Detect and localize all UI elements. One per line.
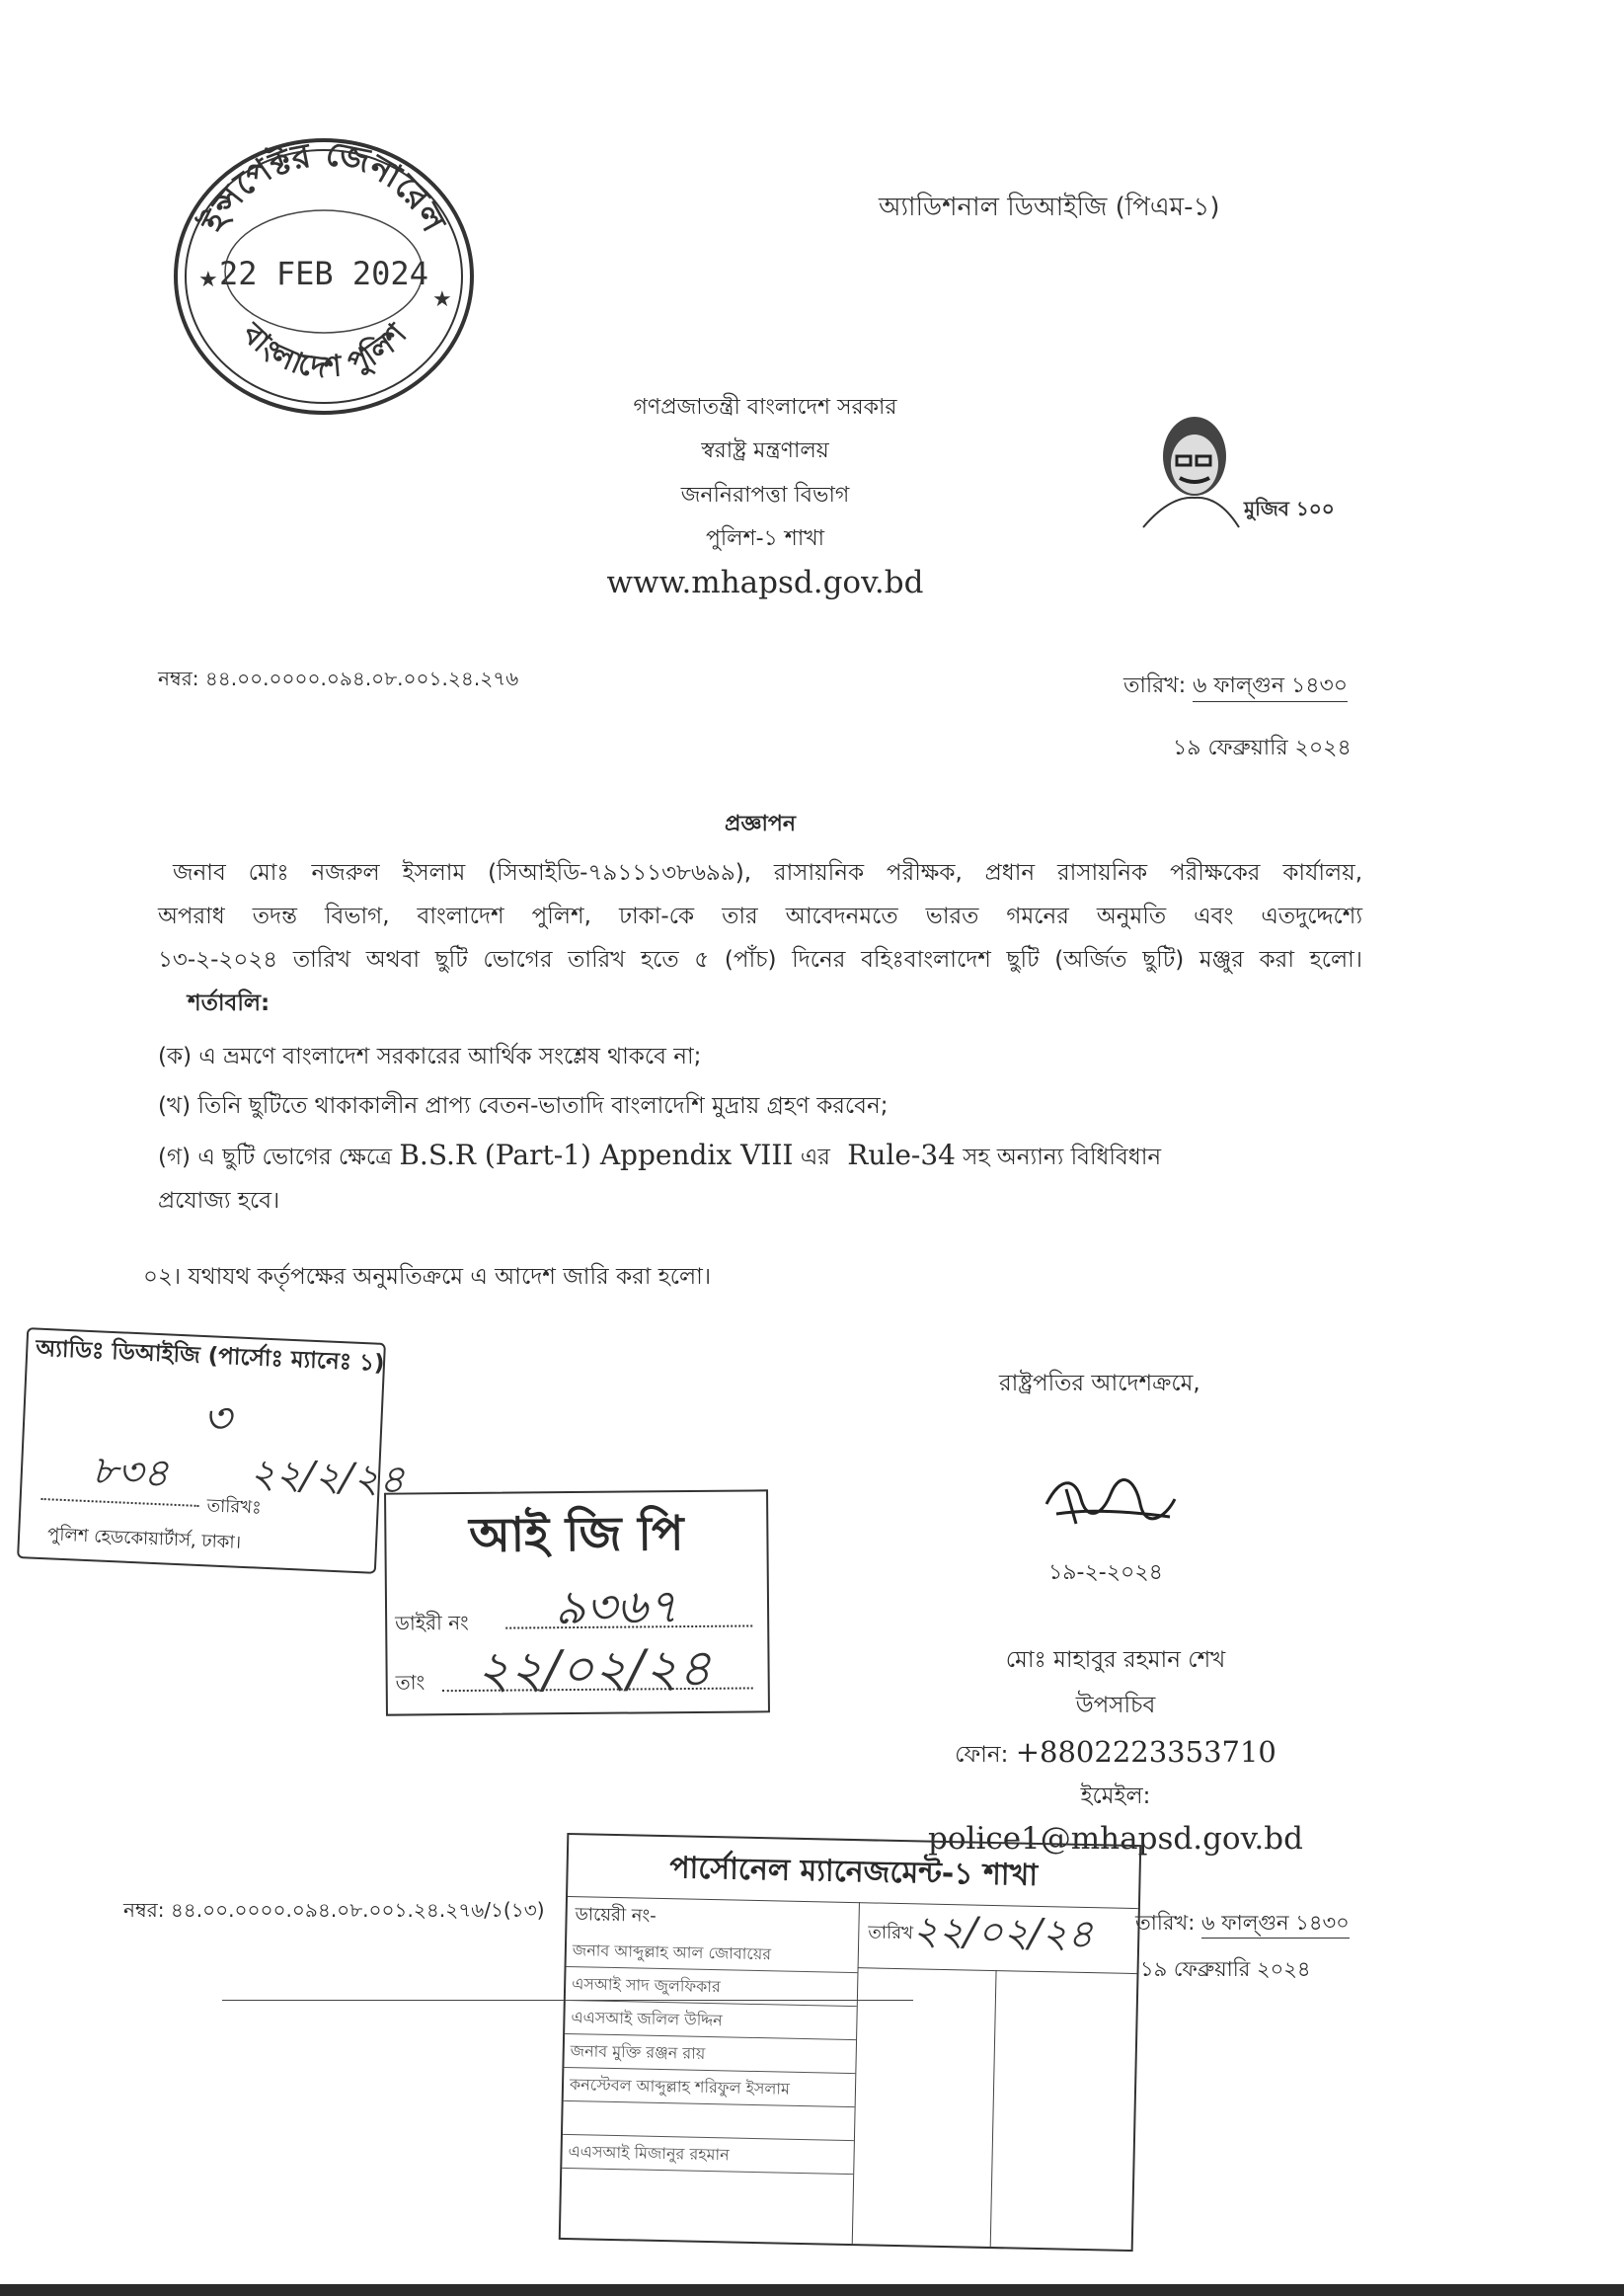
memo-date-english: ১৯ ফেব্রুয়ারি ২০২৪ (1173, 736, 1352, 760)
signatory-designation: উপসচিব (1075, 1692, 1156, 1718)
memo-date-bangla: ৬ ফাল্গুন ১৪৩০ (1193, 673, 1348, 702)
adl-dig-receipt-stamp (17, 1327, 406, 1574)
condition-item: (খ) তিনি ছুটিতে থাকাকালীন প্রাপ্য বেতন-ভাতাদি বাংলাদেশি মুদ্রায় গ্রহণ করবেন; (158, 1093, 889, 1119)
copy-date-english: ১৯ ফেব্রুয়ারি ২০২৪ (1140, 1957, 1311, 1981)
igp-date-label: তাং (395, 1670, 425, 1695)
signature-date: ১৯-২-২০২৪ (1048, 1560, 1163, 1585)
email-address[interactable]: police1@mhapsd.gov.bd (928, 1820, 1303, 1857)
notification-title: প্রজ্ঞাপন (725, 812, 796, 836)
section-name-list (562, 1934, 858, 2175)
section-hand-date: ২২/০২/২৪ (911, 1908, 1094, 1958)
hand-number: ৮৩৪ (91, 1448, 170, 1497)
letter-header (494, 395, 1037, 601)
phone-label: ফোন: (955, 1742, 1009, 1769)
svg-text:বাংলাদেশ পুলিশ (235, 316, 415, 385)
body-line: ১৩-২-২০২৪ তারিখ অথবা ছুটি ভোগের তারিখ হতে ৫ (পাঁচ) দিনের বহিঃবাংলাদেশ ছুটি (অর্জিত ছুটি) মঞ্জুর করা হলো। (158, 947, 1362, 973)
stamp-top-text: ইন্সপেক্টর জেনারেল (193, 133, 454, 239)
header-government: গণপ্রজাতন্ত্রী বাংলাদেশ সরকার (633, 395, 897, 420)
section-diary-label: ডায়েরী নং- (575, 1904, 657, 1927)
igp-stamp-title: আই জি পি (468, 1506, 684, 1563)
condition-rule-ref: B.S.R (Part-1) Appendix VIII (399, 1139, 794, 1171)
section-stamp-title: পার্সোনেল ম্যানেজমেন্ট-১ শাখা (668, 1851, 1039, 1893)
condition-item (158, 1134, 1362, 1179)
diary-number: ৯৩৬৭ (554, 1579, 679, 1636)
copy-date (1135, 1911, 1350, 1936)
stamp-bottom-text: বাংলাদেশ পুলিশ (235, 316, 415, 386)
personnel-management-stamp (559, 1833, 1142, 2252)
section-name-item: জনাব আব্দুল্লাহ আল জোবায়ের (567, 1934, 859, 1973)
igp-hand-date: ২২/০২/২৪ (476, 1638, 712, 1701)
scan-edge (0, 2284, 1624, 2296)
header-ministry: স্বরাষ্ট্র মন্ত্রণালয় (701, 438, 829, 464)
stamp-date: 22 FEB 2024 (219, 255, 428, 292)
hand-date: ২২/২/২৪ (249, 1451, 406, 1503)
signature-scribble (1037, 1469, 1180, 1539)
notification-body (158, 851, 1362, 1223)
header-division: জননিরাপত্তা বিভাগ (680, 482, 850, 508)
stamp-title: অ্যাডিঃ ডিআইজি (পার্সোঃ ম্যানেঃ ১) (35, 1335, 386, 1377)
signatory-phone (908, 1735, 1323, 1770)
section-name-item: জনাব মুক্তি রঞ্জন রায় (564, 2034, 856, 2074)
condition-text: (গ) এ ছুটি ভোগের ক্ষেত্রে (158, 1145, 393, 1170)
body-line: জনাব মোঃ নজরুল ইসলাম (সিআইডি-৭৯১১১৩৮৬৯৯), রাসায়নিক পরীক্ষক, প্রধান রাসায়নিক পরীক্ষকের কার্যালয়, (173, 860, 1362, 886)
header-website[interactable]: www.mhapsd.gov.bd (606, 564, 924, 600)
section-name-item: এএসআই জলিল উদ্দিন (565, 2001, 857, 2040)
memo-number: নম্বর: ৪৪.০০.০০০০.০৯৪.০৮.০০১.২৪.২৭৬ (158, 667, 519, 690)
star-icon: ★ (198, 268, 218, 292)
paragraph-two: ০২। যথাযথ কর্তৃপক্ষের অনুমতিক্রমে এ আদেশ জারি করা হলো। (143, 1264, 712, 1290)
conditions-title: শর্তাবলি: (188, 990, 271, 1016)
memo-date-label: তারিখ: (1123, 673, 1187, 698)
inspector-general-round-stamp (166, 128, 482, 425)
diary-label: ডাইরী নং (395, 1610, 469, 1635)
order-line: রাষ্ট্রপতির আদেশক্রমে, (999, 1371, 1200, 1396)
logo-text: মুজিব ১০০ (1244, 497, 1335, 520)
stamp-date-label: তারিখঃ (206, 1495, 263, 1519)
copy-date-bangla: ৬ ফাল্গুন ১৪৩০ (1201, 1911, 1350, 1939)
igp-diary-stamp (384, 1489, 770, 1715)
condition-item: (ক) এ ভ্রমণে বাংলাদেশ সরকারের আর্থিক সংশ্লেষ থাকবে না; (158, 1044, 702, 1069)
condition-text: প্রযোজ্য হবে। (158, 1188, 280, 1214)
stamp-office: পুলিশ হেডকোয়ার্টার্স, ঢাকা। (46, 1524, 242, 1553)
signatory-block (908, 1647, 1323, 1858)
condition-rule-ref: Rule-34 (847, 1139, 956, 1171)
star-icon: ★ (432, 287, 452, 312)
section-name-item: এসআই সাদ জুলফিকার (566, 1967, 858, 2007)
signatory-name: মোঃ মাহাবুর রহমান শেখ (1005, 1647, 1226, 1673)
top-right-note: অ্যাডিশনাল ডিআইজি (পিএম-১) (879, 193, 1220, 222)
condition-text: এর (800, 1145, 830, 1170)
section-name-item: এএসআই মিজানুর রহমান (562, 2135, 854, 2175)
copy-memo-number: নম্বর: ৪৪.০০.০০০০.০৯৪.০৮.০০১.২৪.২৭৬/১(১৩) (123, 1898, 545, 1922)
mujib-100-logo (1135, 407, 1335, 530)
copy-date-label: তারিখ: (1135, 1911, 1196, 1935)
hand-mark: ৩ (201, 1392, 233, 1445)
phone-number[interactable]: +8802223353710 (1015, 1735, 1276, 1770)
condition-text: সহ অন্যান্য বিধিবিধান (963, 1145, 1162, 1170)
section-name-item: কনস্টেবল আব্দুল্লাহ শরিফুল ইসলাম (564, 2068, 856, 2107)
body-line: অপরাধ তদন্ত বিভাগ, বাংলাদেশ পুলিশ, ঢাকা-কে তার আবেদনমতে ভারত গমনের অনুমতি এবং এতদুদ্দেশ্যে (158, 904, 1362, 929)
section-date-label: তারিখ (868, 1922, 914, 1944)
header-section: পুলিশ-১ শাখা (705, 526, 825, 552)
memo-date (1123, 673, 1348, 699)
email-label: ইমেইল: (1080, 1782, 1151, 1809)
